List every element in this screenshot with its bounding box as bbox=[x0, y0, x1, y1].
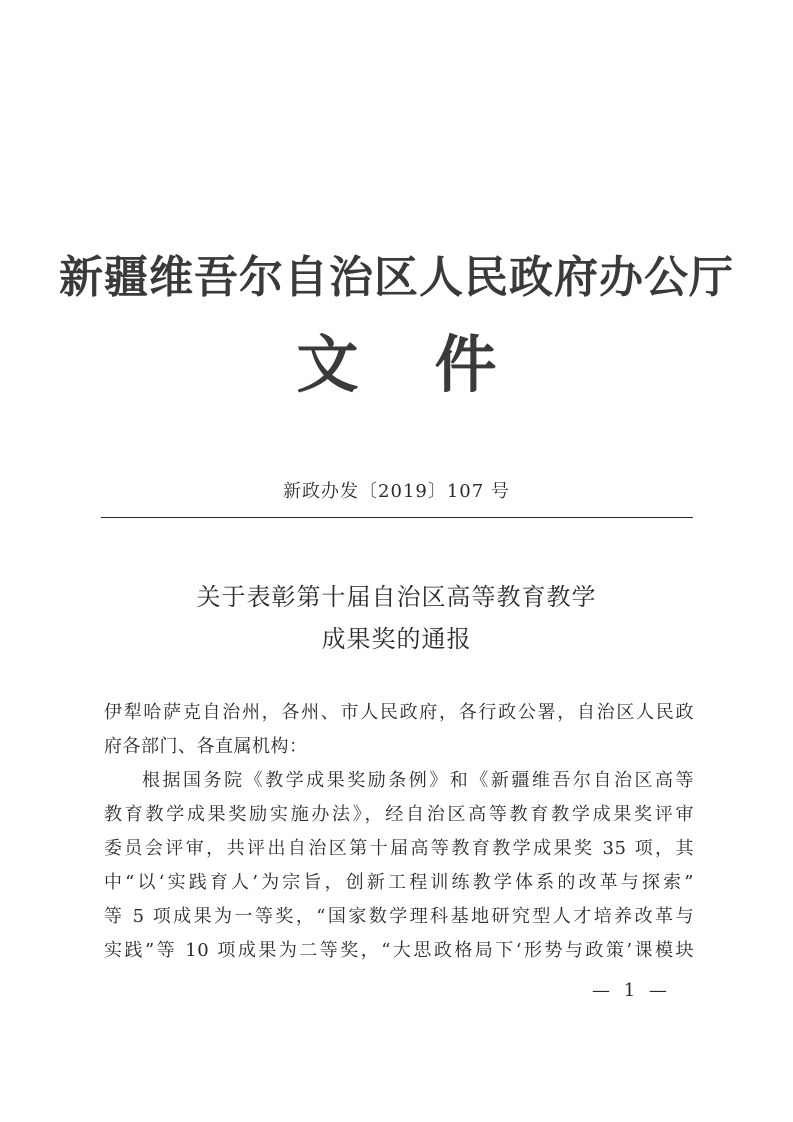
header-divider bbox=[101, 517, 693, 518]
body-line: 府各部门、各直属机构： bbox=[104, 736, 308, 757]
document-number: 新政办发〔2019〕107 号 bbox=[283, 481, 510, 502]
body-line: 伊犁哈萨克自治州，各州、市人民政府，各行政公署，自治区人民政 bbox=[104, 702, 694, 723]
notice-title-line: 成果奖的通报 bbox=[321, 625, 472, 653]
body-line: 委员会评审，共评出自治区第十届高等教育教学成果奖 35 项，其 bbox=[104, 838, 694, 859]
document-type-title: 文件 bbox=[296, 328, 573, 401]
body-line: 实践”等 10 项成果为二等奖，“大思政格局下‘形势与政策’课模块 bbox=[104, 940, 694, 961]
body-line: 教育教学成果奖励实施办法》，经自治区高等教育教学成果奖评审 bbox=[104, 804, 694, 825]
notice-title-line: 关于表彰第十届自治区高等教育教学 bbox=[196, 583, 597, 611]
page-number: — 1 — bbox=[592, 980, 671, 1001]
body-line: 中“以‘实践育人’为宗旨，创新工程训练教学体系的改革与探索” bbox=[104, 872, 694, 893]
notice-title bbox=[0, 576, 793, 660]
body-line: 等 5 项成果为一等奖，“国家数学理科基地研究型人才培养改革与 bbox=[104, 906, 694, 927]
body-text bbox=[104, 696, 694, 968]
issuer-title: 新疆维吾尔自治区人民政府办公厅 bbox=[59, 252, 734, 303]
body-line: 根据国务院《教学成果奖励条例》和《新疆维吾尔自治区高等 bbox=[142, 770, 694, 791]
